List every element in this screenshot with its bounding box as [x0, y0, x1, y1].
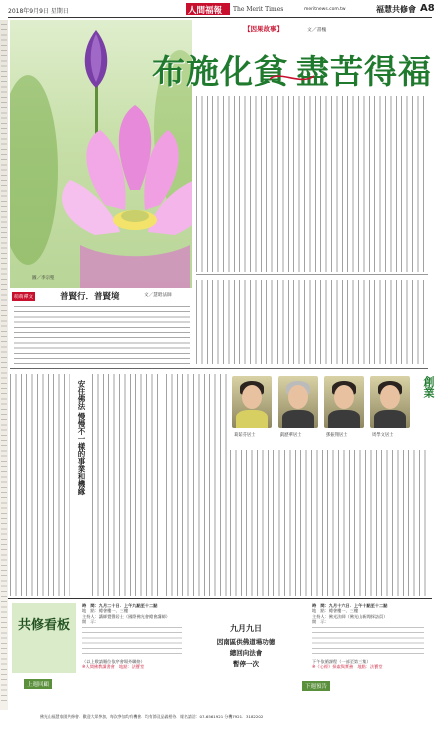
- portrait-1: [232, 376, 272, 428]
- bulletin-left-footer: （以上敬請順位依序會場外聯絡）: [82, 658, 145, 664]
- bulletin-right-line-1: 時 間：九月十六日．上午十點至十二點: [312, 603, 388, 608]
- column-title: 普賢行．普賢境: [60, 292, 120, 302]
- entrepreneur-body-text: [230, 450, 426, 596]
- masthead-en: The Merit Times: [233, 6, 284, 13]
- column-byline: 文／慧昭法師: [144, 293, 172, 298]
- portrait-3: [324, 376, 364, 428]
- story-byline: 文／書槐: [307, 28, 327, 33]
- page-header: [8, 3, 435, 18]
- column-box: [10, 290, 194, 366]
- feature-body-text-lower: [196, 280, 428, 364]
- site-url: meritnews.com.tw: [304, 7, 346, 12]
- bulletin-right-line-3: 主持人：佛光法師（佛光山新聞採訪員）: [312, 613, 388, 619]
- portrait-caption-1: 葛茹芬居士: [234, 433, 256, 438]
- bulletin-title: 共修看板: [18, 618, 71, 633]
- portrait-4: [370, 376, 410, 428]
- bulletin-right-panel: [312, 603, 430, 699]
- feature-title-left: 布施化貧: [152, 52, 288, 91]
- bulletin-left-line-1: 時 間：九月二十日．上午九點至十二點: [82, 603, 158, 608]
- center-line-3: 總回向法會: [229, 649, 263, 657]
- portrait-caption-4: 周學文居士: [372, 433, 394, 438]
- red-ribbon-divider: [270, 70, 314, 84]
- column-body-text: [14, 306, 190, 364]
- section-name: 福慧共修會: [376, 5, 416, 14]
- bulletin-left-line-2: 地 點：總會樓一、三樓: [82, 608, 129, 614]
- bulletin-contact-left: ※人間佛教讀書會 地點：法寶堂: [82, 664, 145, 670]
- bulletin-right-footer: 下午依循課程（一部至第三集）: [312, 658, 371, 664]
- portrait-caption-2: 凱歷華居士: [280, 433, 302, 438]
- center-line-4: 暫停一次: [233, 660, 259, 668]
- vertical-article-title: [76, 380, 87, 580]
- page-footer: 佛光山福慧家園共修會．歡迎大眾參加，每次參加均有機會．均有節及品義相待．報名請洽：07-6561921 分機7921．3182202: [40, 714, 264, 719]
- center-line-2: 因南區供佛道場功德: [216, 638, 276, 646]
- center-line-1: 九月九日: [230, 624, 262, 633]
- portrait-row: [228, 376, 418, 446]
- page-number: A8: [420, 3, 435, 14]
- bulletin-contact-right: ※《心經》探索與實務 地點：法寶堂: [312, 664, 383, 670]
- bulletin-right-line-2: 地 點：總會樓一、三樓: [312, 608, 359, 614]
- bulletin-right-label: 下週預告: [302, 681, 330, 691]
- masthead-logo: [186, 3, 230, 15]
- bulletin-left-line-3: 主持人：講師覺聲居士（國際佛光會總會講師）: [82, 613, 170, 619]
- issue-date: 2018年9月9日 星期日: [8, 8, 69, 15]
- bulletin-center-panel: [192, 603, 300, 699]
- masthead-cn: 人間福報: [188, 6, 223, 16]
- entrepreneur-heading: 創業: [422, 376, 435, 398]
- feature-body-text: [196, 96, 428, 272]
- feature-title-right: 盡苦得福: [296, 52, 432, 91]
- index-sidebar: [0, 20, 8, 710]
- vertical-title-text: 安住佛法 慢慢不一樣的事業和機緣: [77, 380, 86, 496]
- portrait-caption-3: 鄧振翔居士: [326, 433, 348, 438]
- lower-left-text-b: [92, 374, 162, 596]
- column-tag: 萌萌禪文: [12, 292, 35, 301]
- lower-middle-text: [166, 374, 228, 596]
- bulletin-left-panel: [82, 603, 186, 699]
- bulletin-left-line-4: 開 示：: [82, 619, 99, 625]
- photo-credit: 圖／李宗聖: [32, 276, 55, 281]
- portrait-2: [278, 376, 318, 428]
- bulletin-left-label: 上週回顧: [24, 679, 52, 689]
- bulletin-right-line-4: 開 示：: [312, 619, 329, 625]
- bulletin-board: [8, 598, 432, 707]
- lower-left-text-a: [10, 374, 70, 596]
- story-tag: 【因果故事】: [244, 25, 283, 33]
- bulletin-title-box: [12, 603, 76, 673]
